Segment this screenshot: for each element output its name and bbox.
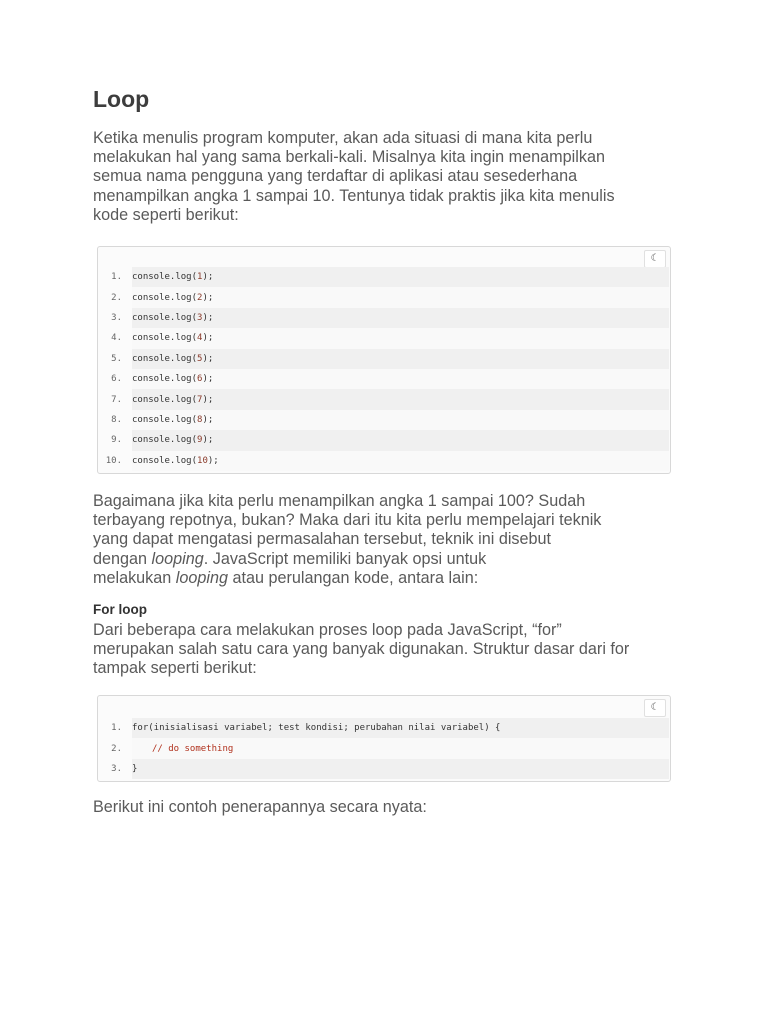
code-punctuation: ); <box>202 292 214 303</box>
line-number: 3. <box>111 763 122 774</box>
code-text <box>132 410 669 430</box>
code-text: for(inisialisasi variabel; test kondisi; perubahan nilai variabel) { <box>132 718 669 738</box>
code-call: console.log( <box>132 333 198 344</box>
code-block-for-syntax <box>97 695 671 782</box>
code-comment: // do something <box>152 743 234 754</box>
looping-text: dengan <box>93 549 152 568</box>
intro-line: semua nama pengguna yang terdaftar di aplikasi atau sesederhana <box>93 167 578 186</box>
for-loop-subheading: For loop <box>93 602 147 617</box>
line-number: 7. <box>111 394 122 405</box>
number-literal: 7 <box>197 394 203 405</box>
line-number: 4. <box>111 333 122 344</box>
code-text <box>132 369 669 389</box>
code-lines <box>98 718 670 779</box>
code-line <box>98 759 670 779</box>
code-line <box>98 287 670 307</box>
code-call: console.log( <box>132 394 198 405</box>
code-line <box>98 308 670 328</box>
code-punctuation: ); <box>202 435 214 446</box>
looping-text: melakukan <box>93 568 176 587</box>
number-literal: 4 <box>197 333 203 344</box>
looping-paragraph <box>93 492 601 588</box>
code-line <box>98 451 670 471</box>
for-loop-line: Dari beberapa cara melakukan proses loop pada JavaScript, “for” <box>93 621 562 639</box>
code-line <box>98 267 670 287</box>
for-loop-line: tampak seperti berikut: <box>93 659 257 678</box>
number-literal: 6 <box>197 374 203 385</box>
line-number: 9. <box>111 435 122 446</box>
for-loop-line: merupakan salah satu cara yang banyak digunakan. Struktur dasar dari for <box>93 640 630 659</box>
number-literal: 1 <box>197 272 203 283</box>
code-line <box>98 430 670 450</box>
intro-line: kode seperti berikut: <box>93 205 239 224</box>
code-line <box>98 738 670 758</box>
number-literal: 9 <box>197 435 203 446</box>
code-call: console.log( <box>132 374 198 385</box>
looping-text: . JavaScript memiliki banyak opsi untuk <box>203 549 487 568</box>
code-punctuation: ); <box>202 312 214 323</box>
line-number: 5. <box>111 353 122 364</box>
code-call: console.log( <box>132 435 198 446</box>
for-loop-paragraph <box>93 621 629 679</box>
code-call: console.log( <box>132 455 198 466</box>
number-literal: 5 <box>197 353 203 364</box>
code-lines <box>98 267 670 471</box>
intro-line: Ketika menulis program komputer, akan ada situasi di mana kita perlu <box>93 129 593 147</box>
page-title: Loop <box>93 86 150 112</box>
code-call: console.log( <box>132 414 198 425</box>
code-punctuation: ); <box>202 374 214 385</box>
looping-emphasis: looping <box>175 568 228 587</box>
code-line <box>98 718 670 738</box>
code-text <box>132 328 669 348</box>
code-text <box>132 308 669 328</box>
code-line <box>98 389 670 409</box>
looping-line: Bagaimana jika kita perlu menampilkan angka 1 sampai 100? Sudah <box>93 492 586 510</box>
number-literal: 10 <box>197 455 208 466</box>
looping-line <box>93 550 601 569</box>
example-paragraph: Berikut ini contoh penerapannya secara nyata: <box>93 798 427 816</box>
code-line <box>98 328 670 348</box>
code-text <box>132 451 669 471</box>
code-text: } <box>132 759 669 779</box>
intro-paragraph <box>93 129 615 225</box>
intro-line: menampilkan angka 1 sampai 10. Tentunya tidak praktis jika kita menulis <box>93 186 615 205</box>
moon-icon[interactable]: ☾ <box>644 250 666 268</box>
code-punctuation: ); <box>207 455 219 466</box>
code-text <box>132 267 669 287</box>
code-line <box>98 410 670 430</box>
looping-line <box>93 569 601 588</box>
number-literal: 2 <box>197 292 203 303</box>
looping-line: terbayang repotnya, bukan? Maka dari itu kita perlu mempelajari teknik <box>93 511 602 530</box>
code-text <box>132 430 669 450</box>
number-literal: 8 <box>197 414 203 425</box>
code-text <box>132 389 669 409</box>
looping-emphasis: looping <box>151 549 204 568</box>
code-punctuation: ); <box>202 353 214 364</box>
line-number: 6. <box>111 374 122 385</box>
looping-text: atau perulangan kode, antara lain: <box>228 568 479 587</box>
line-number: 2. <box>111 743 122 754</box>
line-number: 8. <box>111 414 122 425</box>
code-punctuation: ); <box>202 394 214 405</box>
code-block-console-log <box>97 246 671 474</box>
code-call: console.log( <box>132 272 198 283</box>
line-number: 2. <box>111 292 122 303</box>
looping-line: yang dapat mengatasi permasalahan tersebut, teknik ini disebut <box>93 530 552 549</box>
line-number: 3. <box>111 312 122 323</box>
line-number: 10. <box>105 455 122 466</box>
code-text <box>132 349 669 369</box>
code-call: console.log( <box>132 353 198 364</box>
code-punctuation: ); <box>202 414 214 425</box>
code-punctuation: ); <box>202 333 214 344</box>
code-text <box>132 287 669 307</box>
intro-line: melakukan hal yang sama berkali-kali. Misalnya kita ingin menampilkan <box>93 148 605 167</box>
code-line <box>98 369 670 389</box>
line-number: 1. <box>111 272 122 283</box>
code-call: console.log( <box>132 292 198 303</box>
code-call: console.log( <box>132 312 198 323</box>
code-line <box>98 349 670 369</box>
number-literal: 3 <box>197 312 203 323</box>
moon-icon[interactable]: ☾ <box>644 699 666 717</box>
code-text <box>132 738 669 758</box>
line-number: 1. <box>111 723 122 734</box>
code-punctuation: ); <box>202 272 214 283</box>
